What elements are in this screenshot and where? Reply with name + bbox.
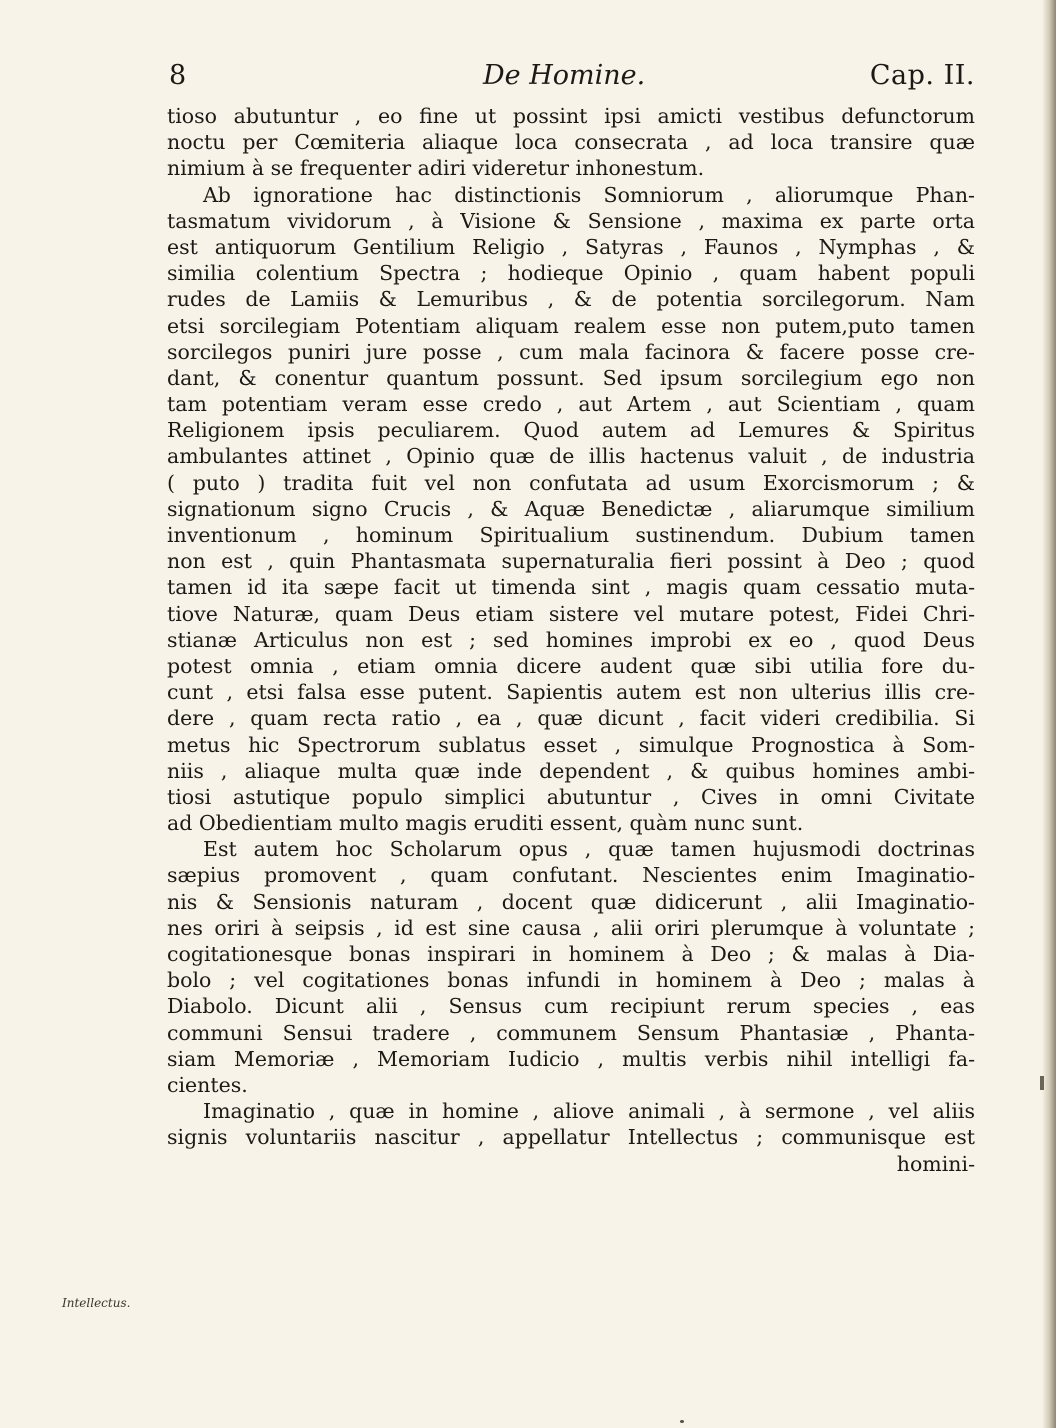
body-text xyxy=(167,103,975,1177)
page-edge xyxy=(1042,0,1056,1428)
text-line: dere , quam recta ratio , ea , quæ dicunt , facit videri credibilia. Si xyxy=(167,706,975,731)
text-line: Est autem hoc Scholarum opus , quæ tamen hujusmodi doctrinas xyxy=(203,837,975,862)
text-line: metus hic Spectrorum sublatus esset , simulque Prognostica à Som- xyxy=(167,732,975,757)
text-line: Religionem ipsis peculiarem. Quod autem ad Lemures & Spiritus xyxy=(167,418,975,443)
text-line: Diabolo. Dicunt alii , Sensus cum recipiunt rerum species , eas xyxy=(167,994,975,1019)
chapter-label: Cap. II. xyxy=(869,60,975,91)
text-line: nes oriri à seipsis , id est sine causa , alii oriri plerumque à voluntate ; xyxy=(167,915,975,940)
text-line: tasmatum vividorum , à Visione & Sensione , maxima ex parte orta xyxy=(167,208,975,233)
text-line: tiove Naturæ, quam Deus etiam sistere vel mutare potest, Fidei Chri- xyxy=(167,601,975,626)
text-line: tioso abutuntur , eo fine ut possint ipsi amicti vestibus defunctorum xyxy=(167,104,975,128)
text-line: Imaginatio , quæ in homine , aliove animali , à sermone , vel aliis xyxy=(203,1099,975,1124)
text-line: tam potentiam veram esse credo , aut Artem , aut Scientiam , quam xyxy=(167,392,975,417)
text-line: tiosi astutique populo simplici abutuntur , Cives in omni Civitate xyxy=(167,784,975,809)
text-line: siam Memoriæ , Memoriam Iudicio , multis verbis nihil intelligi fa- xyxy=(167,1046,975,1071)
text-line: signationum signo Crucis , & Aquæ Benedictæ , aliarumque similium xyxy=(167,496,975,521)
text-line: rudes de Lamiis & Lemuribus , & de potentia sorcilegorum. Nam xyxy=(167,287,975,312)
text-line: noctu per Cœmiteria aliaque loca consecrata , ad loca transire quæ xyxy=(167,130,975,155)
text-line: ambulantes attinet , Opinio quæ de illis hactenus valuit , de industria xyxy=(167,444,975,469)
catchword: homini- xyxy=(896,1151,975,1176)
text-line: signis voluntariis nascitur , appellatur Intellectus ; communisque est xyxy=(167,1125,975,1150)
text-line: inventionum , hominum Spiritualium sustinendum. Dubium tamen xyxy=(167,523,975,547)
text-line: tamen id ita sæpe facit ut timenda sint , magis quam cessatio muta- xyxy=(167,575,975,600)
text-line: potest omnia , etiam omnia dicere audent quæ sibi utilia fore du- xyxy=(167,653,975,678)
text-line: nis & Sensionis naturam , docent quæ didicerunt , alii Imaginatio- xyxy=(167,889,975,914)
page-number: 8 xyxy=(169,60,187,91)
text-line: cogitationesque bonas inspirari in hominem à Deo ; & malas à Dia- xyxy=(167,942,975,966)
text-line: sorcilegos puniri jure posse , cum mala facinora & facere posse cre- xyxy=(167,339,975,364)
text-line: ad Obedientiam multo magis eruditi essent, quàm nunc sunt. xyxy=(167,811,804,836)
edge-mark xyxy=(1040,1076,1044,1090)
text-line: cientes. xyxy=(167,1072,248,1097)
text-line: bolo ; vel cogitationes bonas infundi in hominem à Deo ; malas à xyxy=(167,968,975,993)
text-line: etsi sorcilegiam Potentiam aliquam realem esse non putem,puto tamen xyxy=(167,313,975,338)
text-line: est antiquorum Gentilium Religio , Satyras , Faunos , Nymphas , & xyxy=(167,234,975,259)
text-line: similia colentium Spectra ; hodieque Opinio , quam habent populi xyxy=(167,261,975,286)
text-line: nimium à se frequenter adiri videretur inhonestum. xyxy=(167,156,705,181)
running-header xyxy=(165,60,975,104)
text-line: ( puto ) tradita fuit vel non confutata ad usum Exorcismorum ; & xyxy=(167,470,975,495)
text-line: communi Sensui tradere , communem Sensum Phantasiæ , Phanta- xyxy=(167,1020,975,1045)
text-line: cunt , etsi falsa esse putent. Sapientis autem est non ulterius illis cre- xyxy=(167,680,975,705)
running-title: De Homine. xyxy=(483,60,646,91)
text-line: stianæ Articulus non est ; sed homines improbi ex eo , quod Deus xyxy=(167,627,975,652)
text-line: sæpius promovent , quam confutant. Nescientes enim Imaginatio- xyxy=(167,863,975,888)
text-line: Ab ignoratione hac distinctionis Somniorum , aliorumque Phan- xyxy=(203,182,975,207)
marginal-note: Intellectus. xyxy=(62,1296,131,1310)
ink-speck xyxy=(680,1420,684,1423)
text-line: non est , quin Phantasmata supernaturalia fieri possint à Deo ; quod xyxy=(167,549,975,574)
text-line: dant, & conentur quantum possunt. Sed ipsum sorcilegium ego non xyxy=(167,365,975,390)
text-line: niis , aliaque multa quæ inde dependent , & quibus homines ambi- xyxy=(167,758,975,783)
